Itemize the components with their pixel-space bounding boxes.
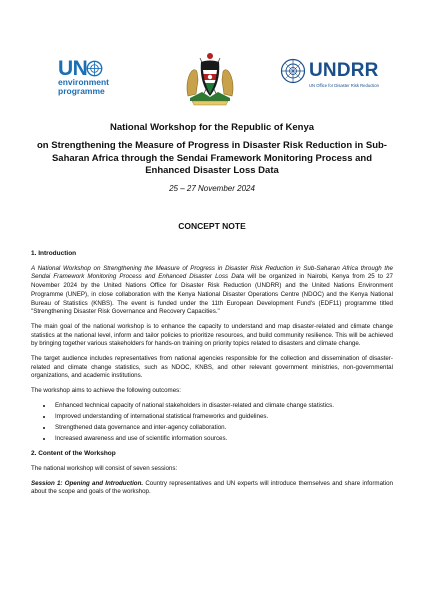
intro-paragraph-1 xyxy=(31,265,393,317)
outcomes-list xyxy=(31,402,393,444)
document-subtitle: on Strengthening the Measure of Progress in Disaster Risk Reduction in Sub-Saharan Africa through the Sendai Framework Monitoring Process and Enhanced Disaster Loss Data xyxy=(37,140,387,176)
list-item: • Increased awareness and use of scientific information sources. xyxy=(53,435,393,444)
unep-un-text: UN xyxy=(58,57,88,80)
list-item: • Enhanced technical capacity of national stakeholders in disaster-related and climate change statistics. xyxy=(53,402,393,411)
title-block xyxy=(31,122,393,194)
intro-paragraph-3: The target audience includes representatives from national agencies responsible for the collection and dissemination of disaster-related and climate change statistics, such as NDOC, KNBS, and other relevant government ministries, non-governmental organizations, and academic institutions. xyxy=(31,355,393,380)
kenya-coat-of-arms-icon xyxy=(184,50,236,106)
unep-subtitle xyxy=(58,78,109,96)
workshop-name-italic: A National Workshop on Strengthening the Measure of Progress in Disaster Risk Reduction in Sub-Saharan Africa through the Sendai Framework Monitoring Process and Enhanced Disaster Loss Data xyxy=(31,264,393,281)
session-1-label: Session 1: Opening and Introduction. xyxy=(31,479,144,487)
undrr-logo xyxy=(280,58,394,98)
document-body xyxy=(31,250,393,503)
session-1-text: Country representatives and UN experts will introduce themselves and share information about the scope and goals of the workshop. xyxy=(31,479,393,496)
intro-paragraph-2: The main goal of the national workshop is to enhance the capacity to understand and map disaster-related and climate change statistics at the national level, inform and tailor policies to prioritize resources, and build community resilience. This will be achieved by bringing together various stakeholders for hands-on training on priority topics related to disasters and climate change. xyxy=(31,322,393,348)
unep-line-programme: programme xyxy=(58,86,105,96)
section-heading-introduction: 1. Introduction xyxy=(31,250,77,257)
undrr-subtitle: UN Office for Disaster Risk Reduction xyxy=(309,83,379,88)
workshop-dates: 25 – 27 November 2024 xyxy=(169,183,255,193)
unep-logo xyxy=(58,58,128,98)
document-title: National Workshop for the Republic of Kenya xyxy=(109,122,315,133)
undrr-name: UNDRR xyxy=(309,60,379,81)
un-emblem-icon xyxy=(86,60,103,77)
session-1-paragraph xyxy=(31,480,393,497)
list-item: • Improved understanding of international statistical frameworks and guidelines. xyxy=(53,413,393,422)
section-heading-content: 2. Content of the Workshop xyxy=(31,450,116,458)
intro-paragraph-1-rest: will be organized in Nairobi, Kenya from 25 to 27 November 2024 by the United Nations Office for Disaster Risk Reduction (UNDRR) and the United Nations Environment Programme (UNEP), in close collaboration with the Kenya National Disaster Operations Centre (NDOC) and the Kenya National Bureau of Statistics (KNBS). The event is funded under the 11th European Development Fund's (EDF11) programme titled "Strengthening Disaster Risk Governance and Recovery Capacities." xyxy=(31,273,393,316)
un-wreath-emblem-icon xyxy=(280,58,306,84)
content-paragraph-1: The national workshop will consist of seven sessions: xyxy=(31,464,178,472)
unep-line-environment: environment xyxy=(58,77,110,87)
logo-header xyxy=(58,50,394,108)
list-item: • Strengthened data governance and inter-agency collaboration. xyxy=(53,424,393,433)
concept-note-heading: CONCEPT NOTE xyxy=(178,221,246,231)
intro-paragraph-4: The workshop aims to achieve the following outcomes: xyxy=(31,387,181,395)
